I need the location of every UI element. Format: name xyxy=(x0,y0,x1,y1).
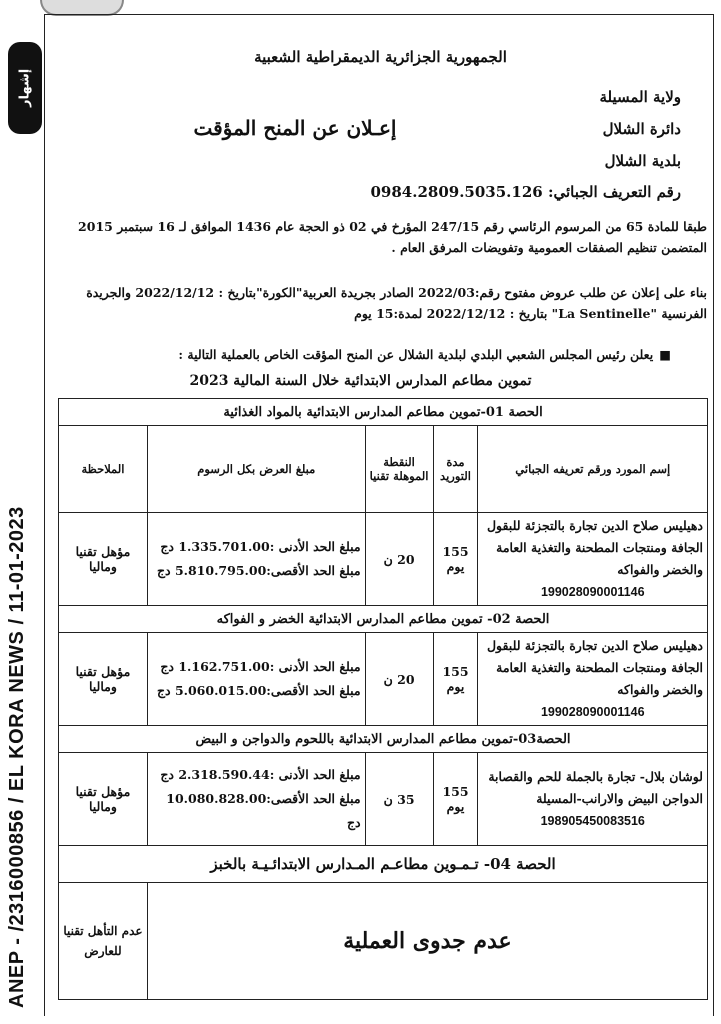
table-row xyxy=(59,633,708,726)
supplier-name: دهيليس صلاح الدين تجارة بالتجزئة للبقول الجافة ومنتجات المطحنة والتغذية العامة والخضر والفواكه xyxy=(486,518,703,577)
max-amount: مبلغ الحد الأقصى:5.060.015.00 دج xyxy=(156,683,361,698)
unsuccessful-status: عدم جدوى العملية xyxy=(147,883,707,1000)
duration-cell: 155 يوم xyxy=(433,513,478,606)
min-amount: مبلغ الحد الأدنى :1.162.751.00 دج xyxy=(160,659,361,674)
lot-title: الحصة 02- تموين مطاعم المدارس الابتدائية الخضر و الفواكه xyxy=(59,606,708,633)
supplier-name: دهيليس صلاح الدين تجارة بالتجزئة للبقول الجافة ومنتجات المطحنة والتغذية العامة والخضر والفواكه xyxy=(486,638,703,697)
table-row xyxy=(59,513,708,606)
announcement-intro xyxy=(51,344,671,365)
supplier-tax-id: 198905450083516 xyxy=(540,814,645,828)
wilaya-label: ولاية المسيلة xyxy=(599,88,681,106)
score-cell: 20 ن xyxy=(365,633,433,726)
duration-cell: 155 يوم xyxy=(433,753,478,846)
publication-reference: ANEP - /2316000856 / EL KORA NEWS / 11-01-2023 xyxy=(6,506,28,1008)
min-amount: مبلغ الحد الأدنى :1.335.701.00 دج xyxy=(160,539,361,554)
col-supplier: إسم المورد ورقم تعريفه الجبائي xyxy=(478,426,708,513)
lot-1-title-row xyxy=(59,399,708,426)
lot-3-title-row xyxy=(59,726,708,753)
lot-2-title-row xyxy=(59,606,708,633)
column-header-row xyxy=(59,426,708,513)
remark-cell: عدم التأهل تقنيا للعارض xyxy=(59,883,148,1000)
ishhar-tab: إشهار xyxy=(8,42,42,134)
supplier-tax-id: 199028090001146 xyxy=(540,585,645,599)
remark-cell: مؤهل تقنيا وماليا xyxy=(59,633,148,726)
amount-cell xyxy=(147,633,365,726)
col-score: النقطة الموهلة تقنيا xyxy=(365,426,433,513)
daira-label: دائرة الشلال xyxy=(602,120,681,138)
table-row xyxy=(59,753,708,846)
amount-cell xyxy=(147,513,365,606)
max-amount: مبلغ الحد الأقصى:10.080.828.00 دج xyxy=(166,791,361,830)
supplier-cell xyxy=(478,633,708,726)
lot-title: الحصة 01-تموين مطاعم المدارس الابتدائية بالمواد الغذائية xyxy=(59,399,708,426)
bullet-icon: ■ xyxy=(659,347,671,362)
supplier-tax-id: 199028090001146 xyxy=(540,705,645,719)
col-remark: الملاحظة xyxy=(59,426,148,513)
operation-heading: تموين مطاعم المدارس الابتدائية خلال السنة المالية 2023 xyxy=(189,373,532,389)
amount-cell xyxy=(147,753,365,846)
supplier-name: لوشان بلال- تجارة بالجملة للحم والقصابة الدواجن البيض والارانب-المسيلة xyxy=(488,769,703,806)
remark-cell: مؤهل تقنيا وماليا xyxy=(59,513,148,606)
award-table xyxy=(58,398,708,1000)
lot-4-row xyxy=(59,883,708,1000)
col-amount: مبلغ العرض بكل الرسوم xyxy=(147,426,365,513)
tender-reference-paragraph: بناء على إعلان عن طلب عروض مفتوح رقم:2022/03 الصادر بجريدة العربية"الكورة"بتاريخ : 2022/12/12 والجريدة الفرنسية "La Sentinelle" بتاريخ : 2022/12/12 لمدة:15 يوم xyxy=(86,285,707,321)
col-duration: مدة التوريد xyxy=(433,426,478,513)
lot-title: الحصة 04- تـمـوين مطاعـم المـدارس الابتدائـيـة بالخبز xyxy=(59,846,708,883)
tax-id-line: رقم التعريف الجبائي: 0984.2809.5035.126 xyxy=(370,183,681,201)
republic-heading: الجمهورية الجزائرية الديمقراطية الشعبية xyxy=(254,48,507,66)
remark-cell: مؤهل تقنيا وماليا xyxy=(59,753,148,846)
score-cell: 20 ن xyxy=(365,513,433,606)
max-amount: مبلغ الحد الأقصى:5.810.795.00 دج xyxy=(156,563,361,578)
supplier-cell xyxy=(478,513,708,606)
lot-4-title-row xyxy=(59,846,708,883)
legal-basis-paragraph: طبقا للمادة 65 من المرسوم الرئاسي رقم 247/15 المؤرخ في 02 ذو الحجة عام 1436 الموافق لـ 16 سبتمبر 2015 المتضمن تنظيم الصفقات العمومية وتفويضات المرفق العام . xyxy=(78,219,707,255)
supplier-cell xyxy=(478,753,708,846)
intro-text: يعلن رئيس المجلس الشعبي البلدي لبلدية الشلال عن المنح المؤقت الخاص بالعملية التالية : xyxy=(178,347,654,362)
min-amount: مبلغ الحد الأدنى :2.318.590.44 دج xyxy=(160,767,361,782)
score-cell: 35 ن xyxy=(365,753,433,846)
announcement-title: إعـلان عن المنح المؤقت xyxy=(193,116,397,140)
lot-title: الحصة03-تموين مطاعم المدارس الابتدائية باللحوم والدواجن و البيض xyxy=(59,726,708,753)
baladia-label: بلدية الشلال xyxy=(604,152,681,170)
duration-cell: 155 يوم xyxy=(433,633,478,726)
